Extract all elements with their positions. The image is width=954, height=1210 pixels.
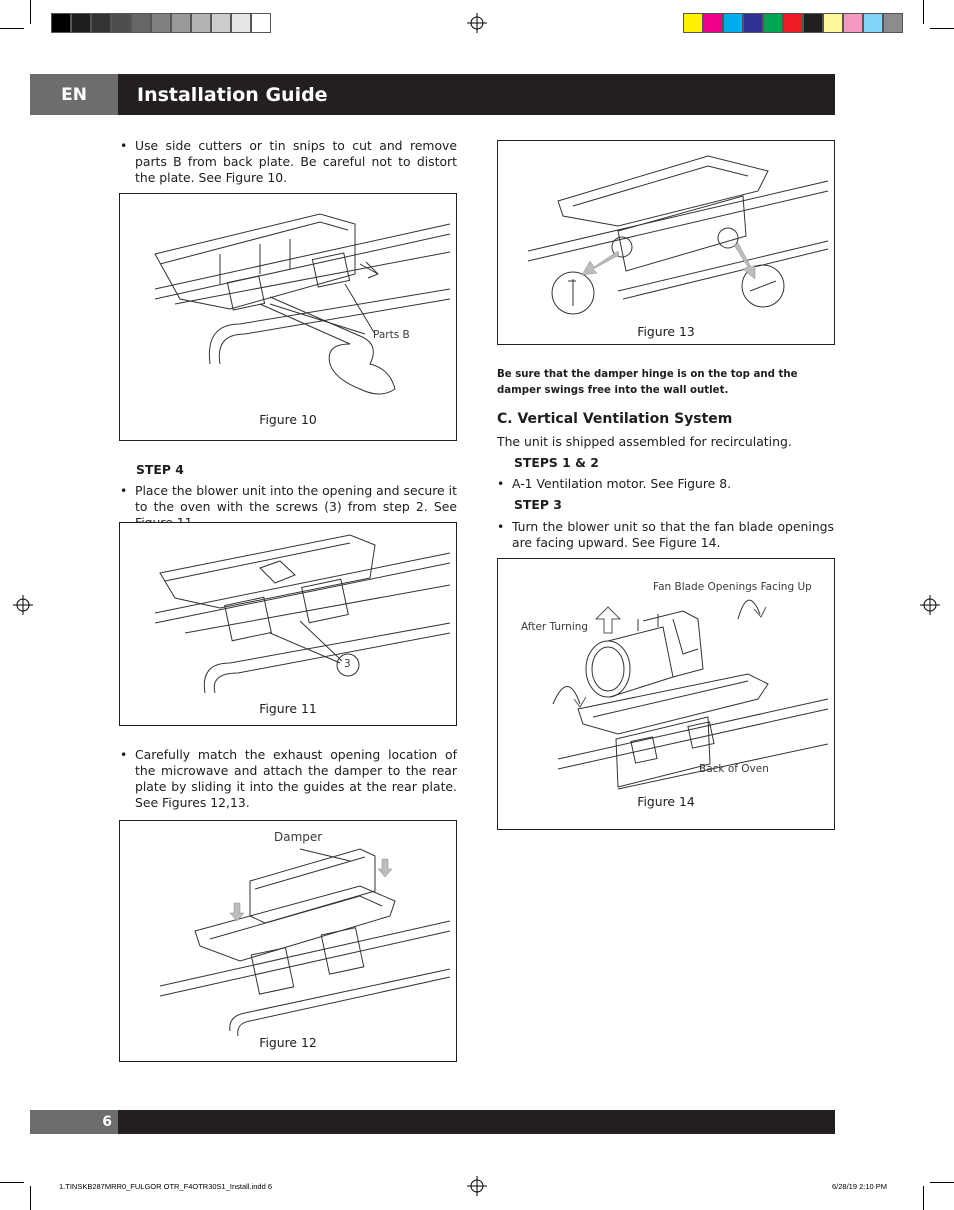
label-after-turning: After Turning — [521, 621, 589, 633]
footer-bar — [118, 1110, 835, 1134]
color-swatch — [151, 13, 171, 33]
figure-11-drawing — [120, 523, 458, 727]
color-swatch — [703, 13, 723, 33]
step-4-bullet — [120, 483, 457, 517]
figure-10-drawing — [120, 194, 458, 442]
step-4-bullet-text: Place the blower unit into the opening and secure it to the oven with the screws (3) from step 2. See — [135, 483, 457, 514]
step-4-heading: STEP 4 — [136, 462, 184, 477]
step-3-heading: STEP 3 — [514, 497, 562, 512]
steps-1-2-bullet-text: A-1 Ventilation motor. See Figure 8. — [512, 476, 732, 491]
color-swatch — [171, 13, 191, 33]
color-swatch — [723, 13, 743, 33]
color-swatch — [51, 13, 71, 33]
color-swatch — [743, 13, 763, 33]
figure-12 — [119, 820, 457, 1062]
color-swatch — [883, 13, 903, 33]
section-intro: The unit is shipped assembled for recirculating. — [497, 434, 792, 449]
damper-bullet — [120, 747, 457, 813]
label-screw-count: 3 — [344, 658, 351, 670]
color-swatch — [823, 13, 843, 33]
slug-filename: 1.TINSKB287MRR0_FULGOR OTR_F4OTR30S1_Install.indd 6 — [59, 1182, 272, 1191]
bullet-dot: • — [120, 138, 128, 153]
damper-bullet-text: Carefully match the exhaust opening location of the microwave and attach the damper to the rear plate by sliding it into the guides at the rear plate. See Figures 12,13. — [135, 747, 457, 810]
label-damper: Damper — [274, 830, 323, 844]
color-swatch — [863, 13, 883, 33]
figure-11 — [119, 522, 457, 726]
bullet-dot: • — [497, 476, 505, 491]
page-title: Installation Guide — [118, 74, 835, 115]
step-3-bullet-text: Turn the blower unit so that the fan blade openings are facing upward. See Figure 14. — [512, 519, 834, 550]
figure-13 — [497, 140, 835, 345]
steps-1-2-heading: STEPS 1 & 2 — [514, 455, 599, 470]
label-fan-blade-openings: Fan Blade Openings Facing Up — [653, 581, 812, 593]
figure-12-caption: Figure 12 — [259, 1035, 317, 1050]
bullet-dot: • — [497, 519, 505, 534]
color-swatch — [91, 13, 111, 33]
label-parts-b: Parts B — [373, 329, 410, 341]
color-swatch — [843, 13, 863, 33]
bullet-dot: • — [120, 747, 128, 762]
bullet-dot: • — [120, 483, 128, 498]
color-swatch — [111, 13, 131, 33]
figure-13-drawing — [498, 141, 836, 346]
section-title: C. Vertical Ventilation System — [497, 411, 733, 427]
figure-10-caption: Figure 10 — [259, 412, 317, 427]
label-back-of-oven: Back of Oven — [699, 763, 769, 775]
color-swatch — [683, 13, 703, 33]
intro-bullet — [120, 138, 457, 188]
color-swatch — [803, 13, 823, 33]
language-tab: EN — [30, 74, 118, 115]
color-swatch — [251, 13, 271, 33]
color-swatch — [783, 13, 803, 33]
figure-14-drawing — [498, 559, 836, 831]
figure-14 — [497, 558, 835, 830]
step-3-bullet — [497, 519, 835, 553]
color-swatch — [763, 13, 783, 33]
color-swatch — [191, 13, 211, 33]
figure-14-caption: Figure 14 — [637, 794, 695, 809]
color-swatch — [131, 13, 151, 33]
page-number: 6 — [30, 1110, 118, 1134]
intro-bullet-text: Use side cutters or tin snips to cut and remove parts B from back plate. Be careful not to distort the plate. See Figure 10. — [135, 138, 457, 185]
color-swatch — [231, 13, 251, 33]
steps-1-2-bullet — [497, 476, 835, 494]
color-swatch — [71, 13, 91, 33]
figure-10 — [119, 193, 457, 441]
figure-11-caption: Figure 11 — [259, 701, 317, 716]
figure-13-caption: Figure 13 — [637, 324, 695, 339]
figure-12-drawing — [120, 821, 458, 1063]
damper-hinge-note: Be sure that the damper hinge is on the top and the damper swings free into the wall outlet. — [497, 369, 798, 396]
slug-date: 6/28/19 2:10 PM — [832, 1182, 888, 1191]
color-swatch — [211, 13, 231, 33]
